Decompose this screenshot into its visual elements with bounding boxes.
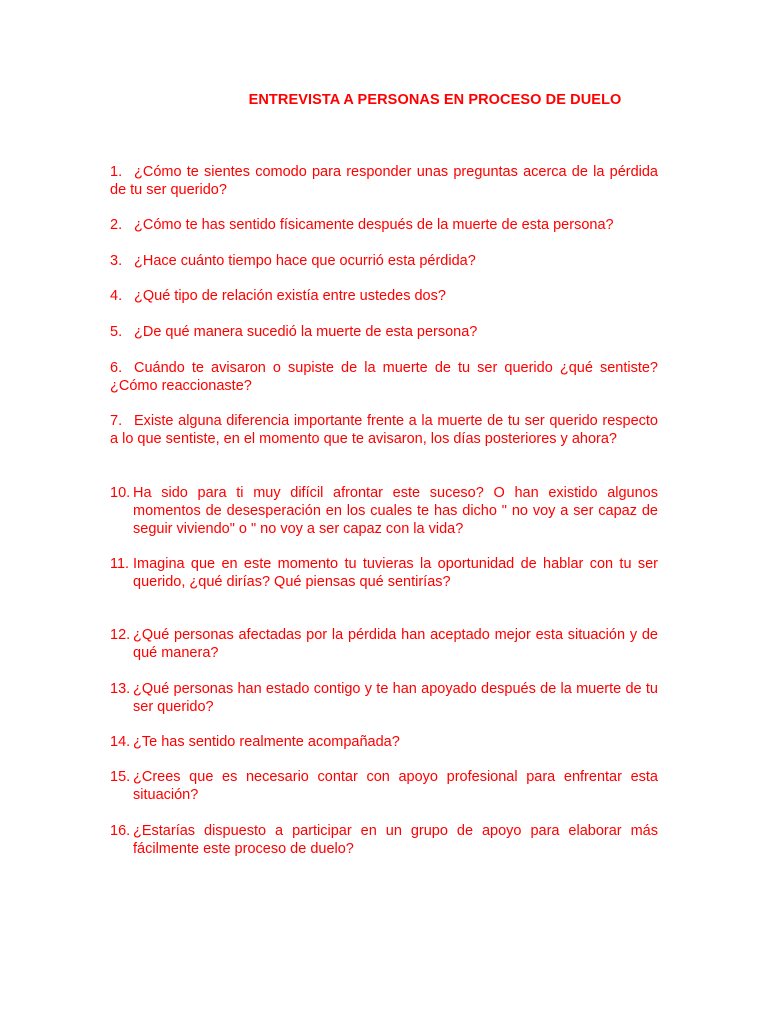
question-text: ¿Qué personas afectadas por la pérdida han aceptado mejor esta situación y de qué manera? xyxy=(133,627,658,661)
question-number: 6. xyxy=(110,360,123,376)
question-item xyxy=(110,412,658,448)
question-text: ¿De qué manera sucedió la muerte de esta persona? xyxy=(134,324,478,340)
question-number: 4. xyxy=(110,288,123,304)
question-number: 3. xyxy=(110,253,123,269)
question-number: 12. xyxy=(110,627,131,643)
question-number: 15. xyxy=(110,769,131,785)
question-number: 7. xyxy=(110,413,123,429)
question-item xyxy=(110,216,658,234)
question-text: Imagina que en este momento tu tuvieras la oportunidad de hablar con tu ser querido, ¿qué dirías? Qué piensas qué sentirías? xyxy=(133,556,658,590)
question-item xyxy=(110,287,658,305)
question-text: ¿Te has sentido realmente acompañada? xyxy=(133,734,400,750)
question-text: ¿Cómo te has sentido físicamente después de la muerte de esta persona? xyxy=(134,217,614,233)
question-item xyxy=(110,680,658,716)
question-number: 14. xyxy=(110,734,131,750)
page-title: ENTREVISTA A PERSONAS EN PROCESO DE DUELO xyxy=(248,92,622,108)
question-item xyxy=(110,768,658,804)
question-text: ¿Hace cuánto tiempo hace que ocurrió esta pérdida? xyxy=(134,253,476,269)
question-number: 16. xyxy=(110,823,131,839)
question-item xyxy=(110,252,658,270)
question-item xyxy=(110,555,658,591)
question-text: Cuándo te avisaron o supiste de la muerte de tu ser querido ¿qué sentiste? ¿Cómo reaccionaste? xyxy=(110,360,658,394)
question-number: 2. xyxy=(110,217,123,233)
question-number: 11. xyxy=(110,556,130,572)
question-text: ¿Qué personas han estado contigo y te han apoyado después de la muerte de tu ser querido? xyxy=(133,681,658,715)
question-item xyxy=(110,323,658,341)
question-text: ¿Estarías dispuesto a participar en un grupo de apoyo para elaborar más fácilmente este proceso de duelo? xyxy=(133,823,658,857)
question-text: ¿Cómo te sientes comodo para responder unas preguntas acerca de la pérdida de tu ser querido? xyxy=(110,164,658,198)
question-item xyxy=(110,163,658,199)
question-number: 5. xyxy=(110,324,123,340)
question-item xyxy=(110,626,658,662)
question-text: Ha sido para ti muy difícil afrontar este suceso? O han existido algunos momentos de desesperación en los cuales te has dicho " no voy a ser capaz de seguir viviendo" o " no voy a ser capaz con la vida? xyxy=(133,485,658,537)
question-item xyxy=(110,733,658,751)
question-item xyxy=(110,359,658,395)
question-text: ¿Qué tipo de relación existía entre ustedes dos? xyxy=(134,288,446,304)
question-item xyxy=(110,484,658,538)
question-number: 1. xyxy=(110,164,123,180)
question-number: 10. xyxy=(110,485,131,501)
question-item xyxy=(110,822,658,858)
question-number: 13. xyxy=(110,681,131,697)
question-text: Existe alguna diferencia importante frente a la muerte de tu ser querido respecto a lo que sentiste, en el momento que te avisaron, los días posteriores y ahora? xyxy=(110,413,658,447)
question-text: ¿Crees que es necesario contar con apoyo profesional para enfrentar esta situación? xyxy=(133,769,658,803)
